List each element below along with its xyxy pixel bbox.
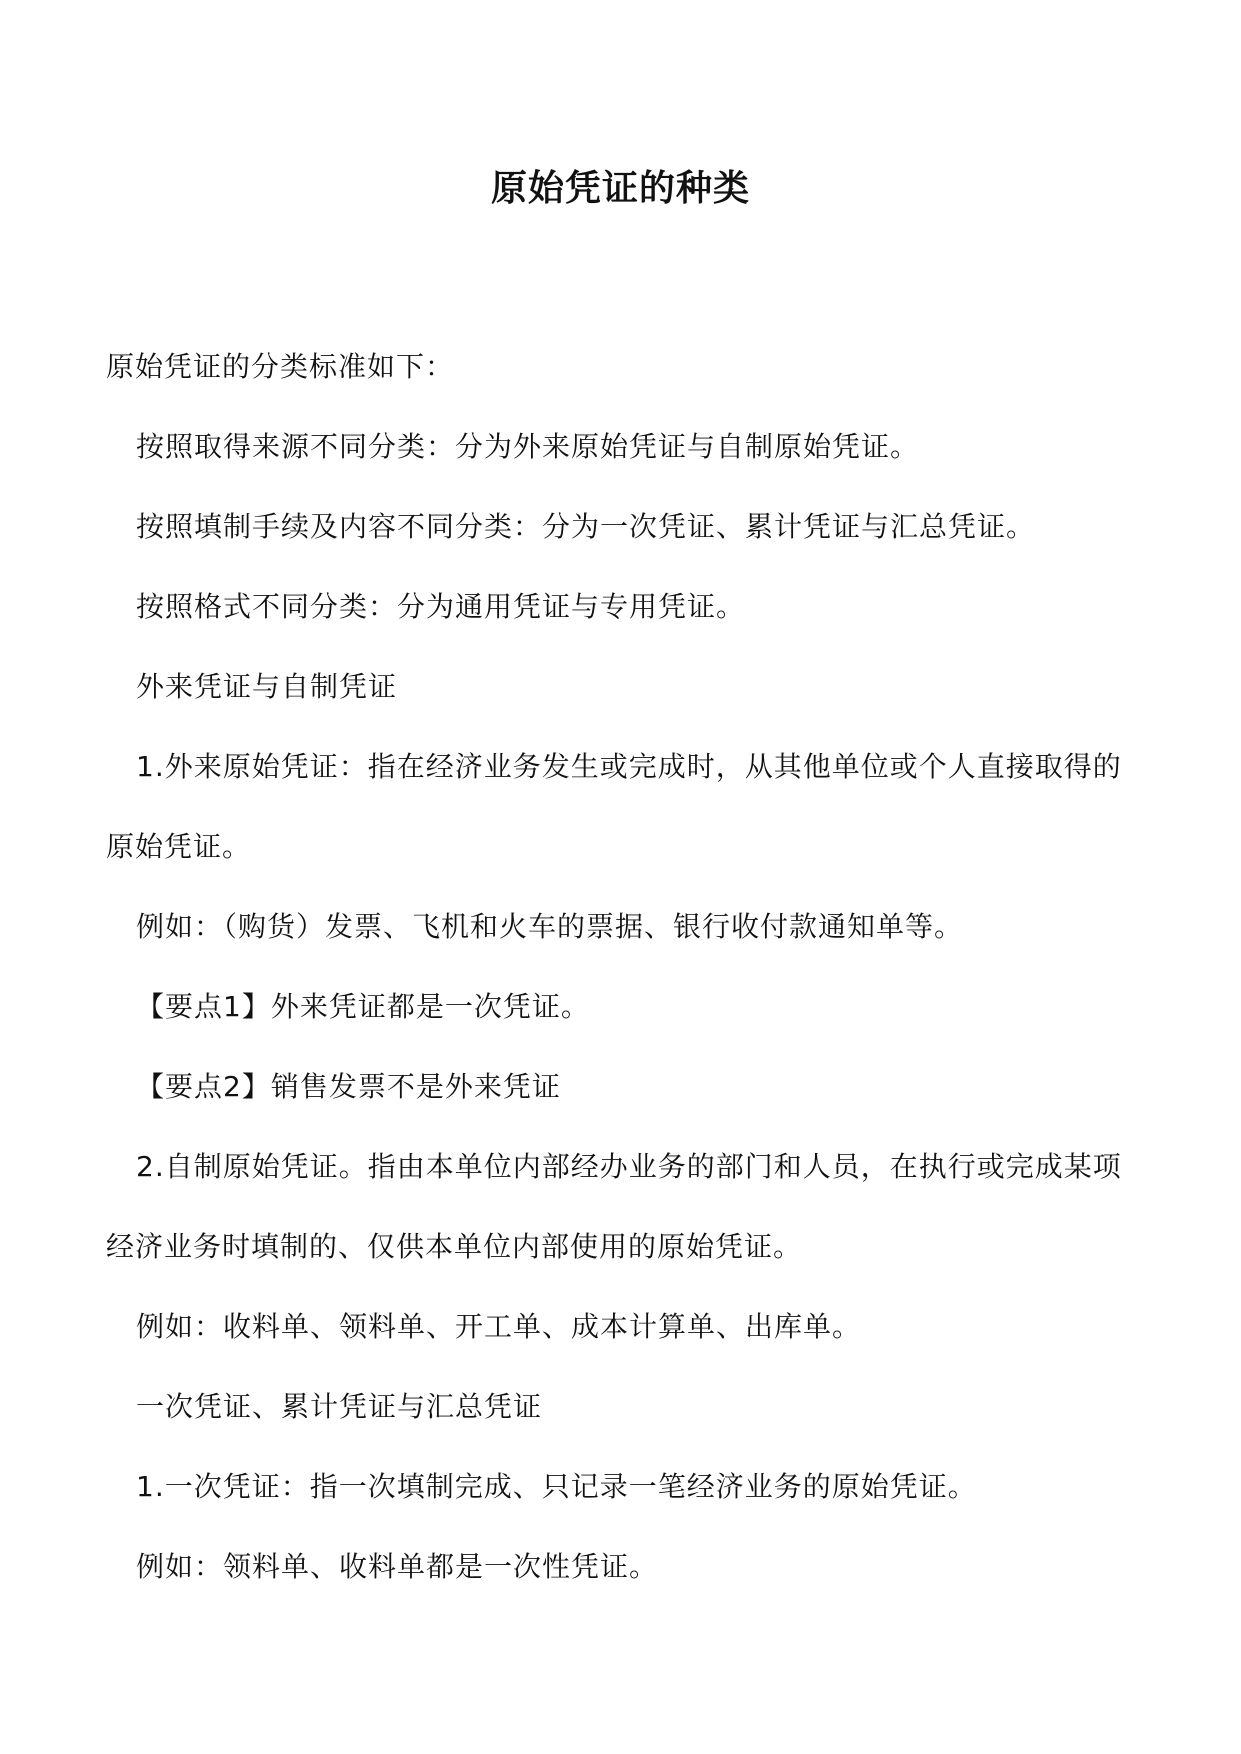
key-point-2: 【要点2】销售发票不是外来凭证	[136, 1070, 561, 1103]
paragraph-by-format: 按照格式不同分类：分为通用凭证与专用凭证。	[136, 590, 746, 623]
paragraph-external-definition: 1.外来原始凭证：指在经济业务发生或完成时，从其他单位或个人直接取得的	[136, 750, 1122, 783]
paragraph-onetime-example: 例如：领料单、收料单都是一次性凭证。	[136, 1550, 659, 1583]
section-heading-onetime-cumulative-summary: 一次凭证、累计凭证与汇总凭证	[136, 1390, 543, 1423]
section-heading-external-internal: 外来凭证与自制凭证	[136, 670, 398, 703]
paragraph-internal-definition: 2.自制原始凭证。指由本单位内部经办业务的部门和人员，在执行或完成某项	[136, 1150, 1122, 1183]
paragraph-by-source: 按照取得来源不同分类：分为外来原始凭证与自制原始凭证。	[136, 430, 920, 463]
paragraph-external-definition-cont: 原始凭证。	[106, 830, 252, 863]
paragraph-by-procedure: 按照填制手续及内容不同分类：分为一次凭证、累计凭证与汇总凭证。	[136, 510, 1036, 543]
paragraph-internal-example: 例如：收料单、领料单、开工单、成本计算单、出库单。	[136, 1310, 862, 1343]
document-title: 原始凭证的种类	[490, 167, 750, 209]
paragraph-external-example: 例如：（购货）发票、飞机和火车的票据、银行收付款通知单等。	[136, 910, 964, 943]
paragraph-onetime-definition: 1.一次凭证：指一次填制完成、只记录一笔经济业务的原始凭证。	[136, 1470, 977, 1503]
key-point-1: 【要点1】外来凭证都是一次凭证。	[136, 990, 590, 1023]
paragraph-classification-intro: 原始凭证的分类标准如下：	[106, 350, 455, 383]
paragraph-internal-definition-cont: 经济业务时填制的、仅供本单位内部使用的原始凭证。	[106, 1230, 803, 1263]
